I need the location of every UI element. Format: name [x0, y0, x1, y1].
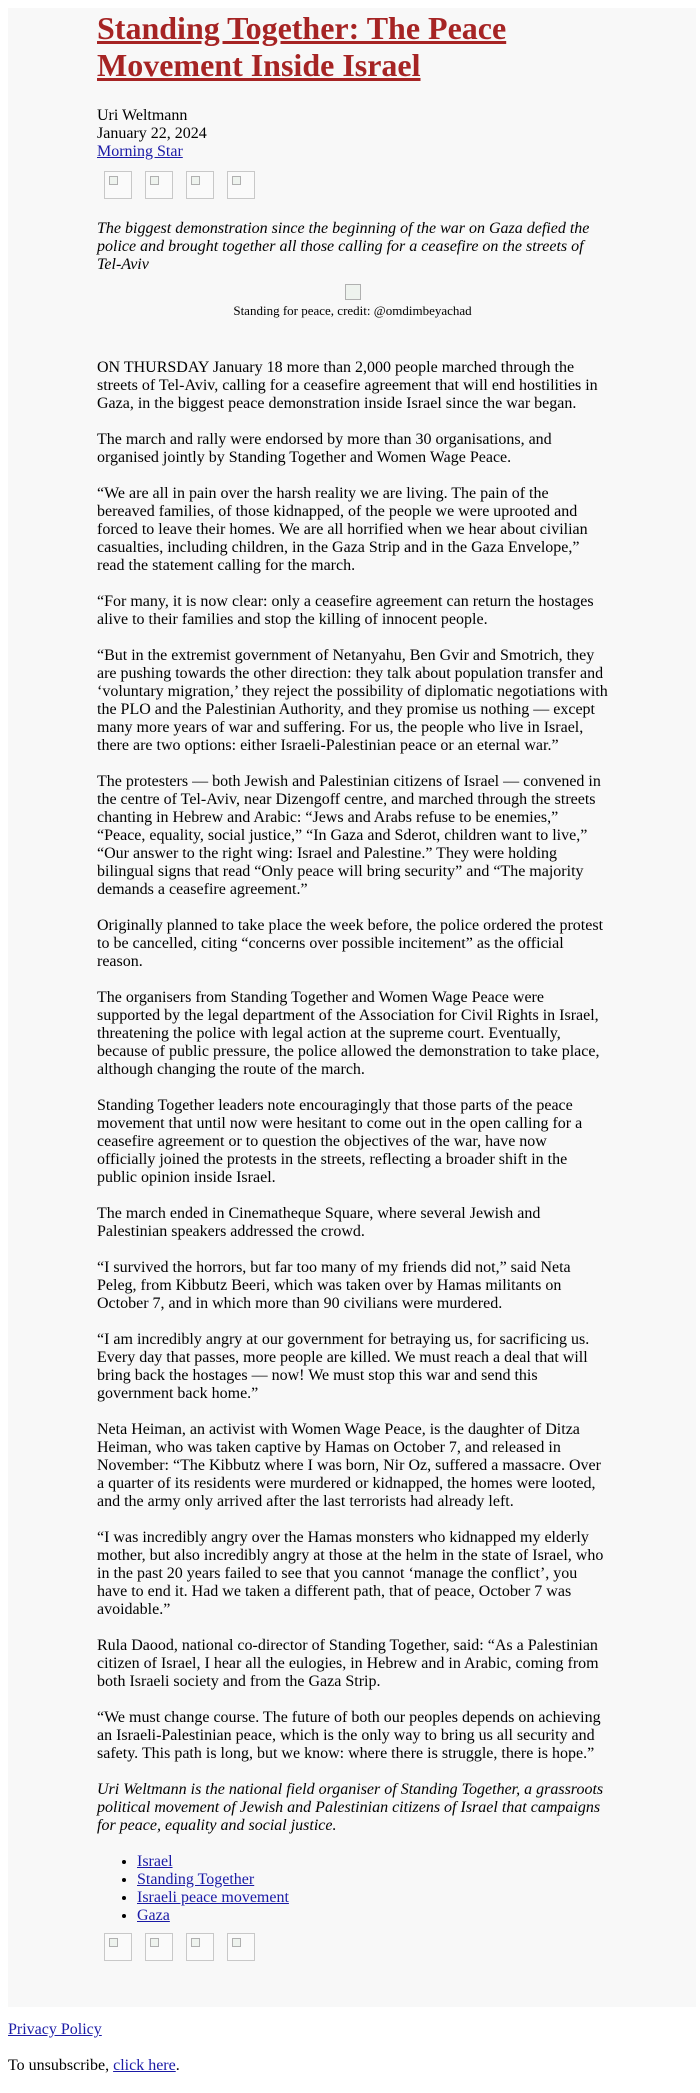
paragraph: “We are all in pain over the harsh reality we are living. The pain of the bereaved families, of those kidnapped, of the people we were uprooted and forced to leave their homes. We are all horrified when we hear about civilian casualties, including children, in the Gaza Strip and in the Gaza Envelope,” read the statement calling for the march.: [97, 485, 588, 574]
share-icon-2[interactable]: [145, 171, 173, 199]
publish-date: January 22, 2024: [97, 125, 207, 142]
unsubscribe-link[interactable]: click here: [113, 2057, 176, 2074]
image-caption: Standing for peace, credit: @omdimbeyachad: [233, 303, 472, 318]
article-figure: [97, 284, 608, 318]
source-link[interactable]: Morning Star: [97, 143, 183, 160]
footer: [8, 2021, 700, 2075]
tag-item: [137, 1871, 608, 1889]
author-name: Uri Weltmann: [97, 107, 188, 124]
paragraph: Rula Daood, national co-director of Standing Together, said: “As a Palestinian citizen of Israel, I hear all the eulogies, in Hebrew and in Arabic, coming from both Israeli society and from the Gaza Strip.: [97, 1637, 599, 1690]
tag-item: [137, 1907, 608, 1925]
article-meta: [97, 107, 608, 161]
tag-link-gaza[interactable]: Gaza: [137, 1907, 170, 1924]
article-title: [97, 10, 608, 84]
share-row-bottom: [100, 1933, 608, 1967]
paragraph: The protesters — both Jewish and Palestinian citizens of Israel — convened in the centre of Tel-Aviv, near Dizengoff centre, and marched through the streets chanting in Hebrew and Arabic: “Jews and Arabs refuse to be enemies,” “Peace, equality, social justice,” “In Gaza and Sderot, children want to live,” “Our answer to the right wing: Israel and Palestine.” They were holding bilingual signs that read “Only peace will bring security” and “The majority demands a ceasefire agreement.”: [97, 773, 601, 898]
paragraph: “I survived the horrors, but far too many of my friends did not,” said Neta Peleg, from Kibbutz Beeri, which was taken over by Hamas militants on October 7, and in which more than 90 civilians were murdered.: [97, 1259, 571, 1312]
paragraph: The march ended in Cinematheque Square, where several Jewish and Palestinian speakers addressed the crowd.: [97, 1205, 541, 1240]
author-bio: Uri Weltmann is the national field organiser of Standing Together, a grassroots political movement of Jewish and Palestinian citizens of Israel that campaigns for peace, equality and social justice.: [97, 1781, 604, 1834]
paragraph: Standing Together leaders note encouragingly that those parts of the peace movement that until now were hesitant to come out in the open calling for a ceasefire agreement or to question the objectives of the war, have now officially joined the protests in the streets, reflecting a broader shift in the public opinion inside Israel.: [97, 1097, 583, 1186]
tag-link-standing-together[interactable]: Standing Together: [137, 1871, 255, 1888]
share-row-top: [100, 171, 608, 205]
tag-link-israel[interactable]: Israel: [137, 1853, 173, 1870]
broken-image-icon: [345, 284, 361, 300]
privacy-policy-link[interactable]: Privacy Policy: [8, 2021, 102, 2038]
paragraph: “For many, it is now clear: only a ceasefire agreement can return the hostages alive to their families and stop the killing of innocent people.: [97, 593, 594, 628]
share-icon-1[interactable]: [104, 171, 132, 199]
tag-link-israeli-peace-movement[interactable]: Israeli peace movement: [137, 1889, 289, 1906]
share-icon-2[interactable]: [145, 1933, 173, 1961]
tag-item: [137, 1853, 608, 1871]
tag-item: [137, 1889, 608, 1907]
share-icon-3[interactable]: [186, 171, 214, 199]
paragraph: The organisers from Standing Together and Women Wage Peace were supported by the legal department of the Association for Civil Rights in Israel, threatening the police with legal action at the supreme court. Eventually, because of public pressure, the police allowed the demonstration to take place, although changing the route of the march.: [97, 989, 600, 1078]
paragraph: Originally planned to take place the week before, the police ordered the protest to be cancelled, citing “concerns over possible incitement” as the official reason.: [97, 917, 604, 970]
paragraph: The march and rally were endorsed by more than 30 organisations, and organised jointly by Standing Together and Women Wage Peace.: [97, 431, 552, 466]
paragraph: “I was incredibly angry over the Hamas monsters who kidnapped my elderly mother, but also incredibly angry at those at the helm in the state of Israel, who in the past 20 years failed to see that you cannot ‘manage the conflict’, you have to end it. Had we taken a different path, that of peace, October 7 was avoidable.”: [97, 1529, 604, 1618]
share-icon-4[interactable]: [227, 171, 255, 199]
article-body: [97, 359, 608, 1835]
tag-list: [97, 1853, 608, 1925]
paragraph: ON THURSDAY January 18 more than 2,000 people marched through the streets of Tel-Aviv, calling for a ceasefire agreement that will end hostilities in Gaza, in the biggest peace demonstration inside Israel since the war began.: [97, 359, 598, 412]
paragraph: “We must change course. The future of both our peoples depends on achieving an Israeli-Palestinian peace, which is the only way to bring us all security and safety. This path is long, but we know: where there is struggle, there is hope.”: [97, 1709, 601, 1762]
article-content: [97, 8, 608, 1967]
share-icon-4[interactable]: [227, 1933, 255, 1961]
paragraph: Neta Heiman, an activist with Women Wage Peace, is the daughter of Ditza Heiman, who was taken captive by Hamas on October 7, and released in November: “The Kibbutz where I was born, Nir Oz, suffered a massacre. Over a quarter of its residents were murdered or kidnapped, the homes were looted, and the army only arrived after the last terrorists had already left.: [97, 1421, 601, 1510]
paragraph: “I am incredibly angry at our government for betraying us, for sacrificing us. Every day that passes, more people are killed. We must reach a deal that will bring back the hostages — now! We must stop this war and send this government back home.”: [97, 1331, 590, 1402]
share-icon-3[interactable]: [186, 1933, 214, 1961]
article-container: [8, 8, 696, 2007]
standfirst: The biggest demonstration since the beginning of the war on Gaza defied the police and brought together all those calling for a ceasefire on the streets of Tel-Aviv: [97, 220, 590, 273]
share-icon-1[interactable]: [104, 1933, 132, 1961]
paragraph: “But in the extremist government of Netanyahu, Ben Gvir and Smotrich, they are pushing towards the other direction: they talk about population transfer and ‘voluntary migration,’ they reject the possibility of diplomatic negotiations with the PLO and the Palestinian Authority, and they promise us nothing — except many more years of war and suffering. For us, the people who live in Israel, there are two options: either Israeli-Palestinian peace or an eternal war.”: [97, 647, 608, 754]
article-title-link[interactable]: Standing Together: The Peace Movement Inside Israel: [97, 10, 507, 83]
unsubscribe-text: To unsubscribe, click here.: [8, 2057, 180, 2074]
